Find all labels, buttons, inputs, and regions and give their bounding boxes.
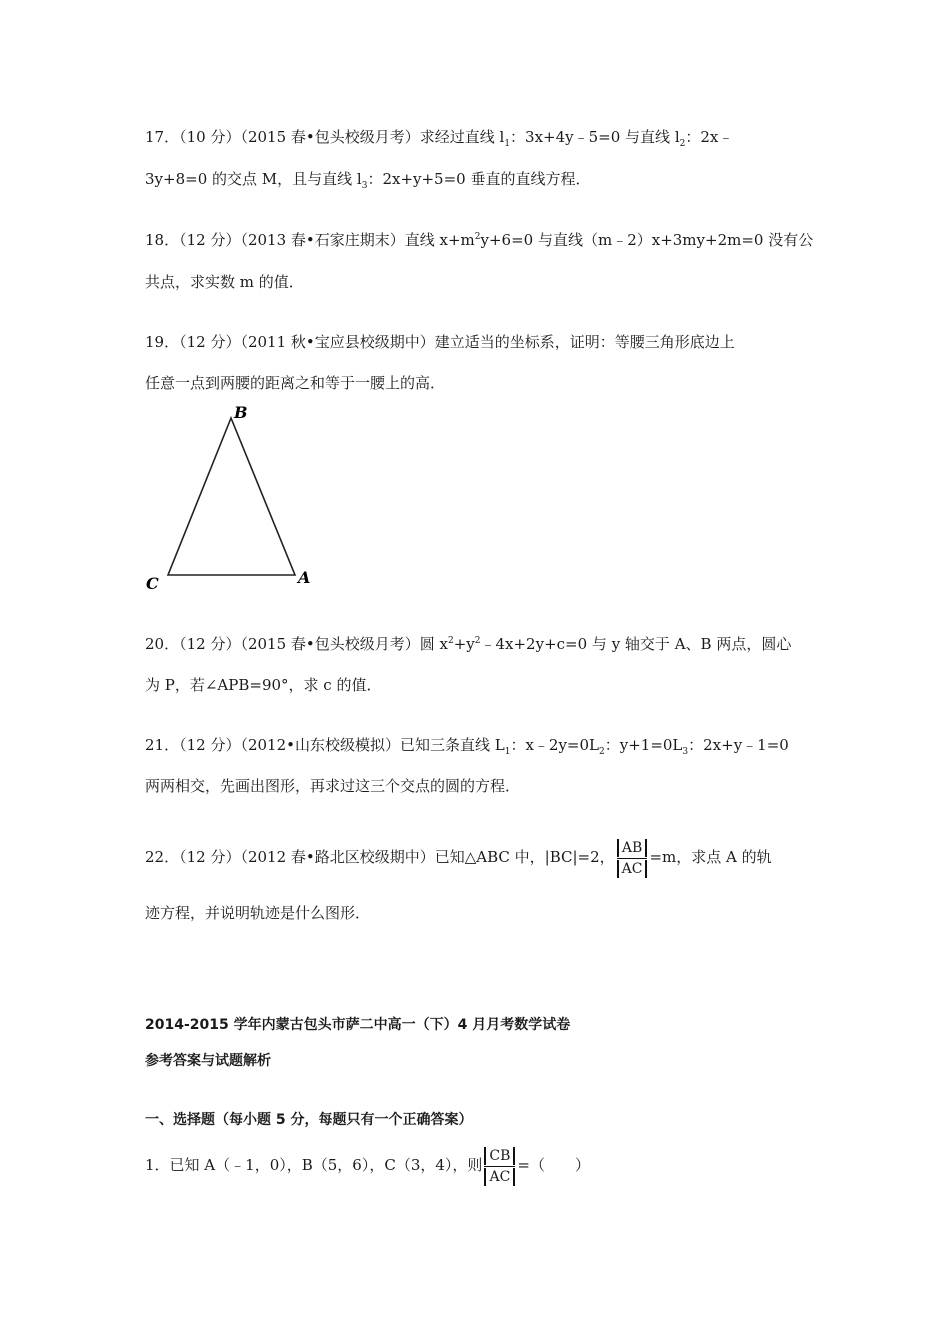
q21-line1: 21．（12 分）（2012•山东校级模拟）已知三条直线 $L_1$：$x﹣2y=0L_2$：$y+1=0L_3$：2x+y﹣1=0 [145, 736, 789, 757]
q22-line1: 22．（12 分）（2012 春•路北区校级期中）已知△ABC 中，|BC|=2， $\frac{AB}{AC}$ =m，求点 A 的轨 [145, 839, 772, 877]
q19-line1: 19．（12 分）（2011 秋•宝应县校级期中）建立适当的坐标系，证明：等腰三角形底边上 [145, 333, 735, 351]
q17-line2: 3y+8=0 的交点 M，且与直线 $l_3$：2x+y+5=0 垂直的直线方程． [145, 170, 591, 191]
vertex-label-b: B [234, 403, 248, 422]
q20-line2: 为 P，若∠APB=90°，求 c 的值． [145, 676, 382, 694]
triangle-figure [140, 398, 330, 598]
answers-title: 2014-2015 学年内蒙古包头市萨二中高一（下）4 月月考数学试卷 [145, 1017, 571, 1033]
fraction-ab-over-ac: $\frac{AB}{AC}$ [617, 839, 648, 878]
answers-subtitle: 参考答案与试题解析 [145, 1053, 271, 1069]
q18-line2: 共点，求实数 m 的值． [145, 273, 304, 291]
fraction-cb-over-ac: $\frac{CB}{AC}$ [484, 1147, 515, 1186]
vertex-label-a: A [298, 568, 311, 587]
answer-q1-line: 1．已知 A（﹣1，0），B（5，6），C（3，4），则 $\frac{CB}{AC}$ =（ ） [145, 1147, 590, 1185]
q18-line1: 18．（12 分）（2013 春•石家庄期末）直线 $x+m^2y+6=0$ 与直线（m﹣2）x+3my+2m=0 没有公 [145, 231, 814, 249]
vertex-label-c: C [146, 574, 159, 593]
isosceles-triangle [168, 418, 295, 575]
q20-line1: 20．（12 分）（2015 春•包头校级月考）圆 $x^2+y^2﹣4x+2y+c=0$ 与 y 轴交于 A、B 两点，圆心 [145, 635, 792, 653]
q21-line2: 两两相交，先画出图形，再求过这三个交点的圆的方程． [145, 777, 521, 795]
section-heading: 一、选择题（每小题 5 分，每题只有一个正确答案） [145, 1112, 473, 1128]
q19-line2: 任意一点到两腰的距离之和等于一腰上的高． [145, 374, 446, 392]
q22-line2: 迹方程，并说明轨迹是什么图形． [145, 904, 371, 922]
q17-line1: 17．（10 分）（2015 春•包头校级月考）求经过直线 $l_1$：3x+4y﹣5=0 与直线 $l_2$：2x﹣ [145, 128, 734, 149]
